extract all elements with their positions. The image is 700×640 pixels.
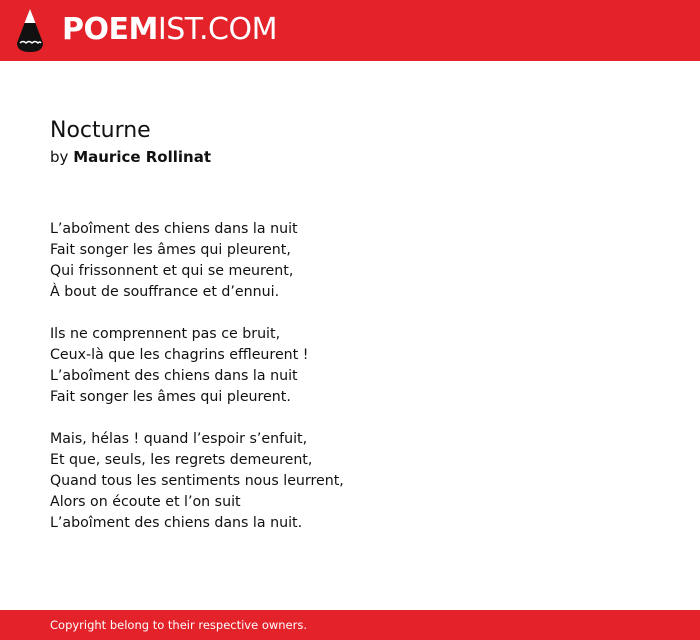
poem-author: Maurice Rollinat — [73, 148, 211, 166]
pencil-logo-icon[interactable] — [17, 9, 43, 52]
poem-heading — [50, 117, 650, 167]
poem-byline — [50, 147, 650, 167]
stanza-3 — [50, 429, 650, 534]
site-footer — [0, 610, 700, 640]
poem-line: À bout de souffrance et d’ennui. — [50, 284, 280, 300]
stanza-1 — [50, 219, 650, 303]
poem-line: L’aboîment des chiens dans la nuit. — [50, 515, 303, 531]
site-header — [0, 0, 700, 61]
site-logo[interactable] — [62, 12, 277, 48]
poem-line: Alors on écoute et l’on suit — [50, 494, 241, 510]
logo-light-text: IST.COM — [157, 12, 277, 47]
copyright-text: Copyright belong to their respective owners. — [50, 618, 308, 632]
poem-line: Ils ne comprennent pas ce bruit, — [50, 326, 281, 342]
poem-line: Fait songer les âmes qui pleurent, — [50, 242, 291, 258]
poem-line: L’aboîment des chiens dans la nuit — [50, 221, 298, 237]
poem-line: Fait songer les âmes qui pleurent. — [50, 389, 291, 405]
poem-body — [50, 219, 650, 555]
poem-line: Et que, seuls, les regrets demeurent, — [50, 452, 313, 468]
by-label: by — [50, 148, 69, 166]
poem-line: Mais, hélas ! quand l’espoir s’enfuit, — [50, 431, 308, 447]
stanza-2 — [50, 324, 650, 408]
poem-line: Qui frissonnent et qui se meurent, — [50, 263, 294, 279]
poem-line: Ceux-là que les chagrins effleurent ! — [50, 347, 309, 363]
poem-line: L’aboîment des chiens dans la nuit — [50, 368, 298, 384]
poem-line: Quand tous les sentiments nous leurrent, — [50, 473, 344, 489]
logo-bold-text: POEM — [62, 12, 158, 47]
poem-title: Nocturne — [50, 118, 151, 143]
